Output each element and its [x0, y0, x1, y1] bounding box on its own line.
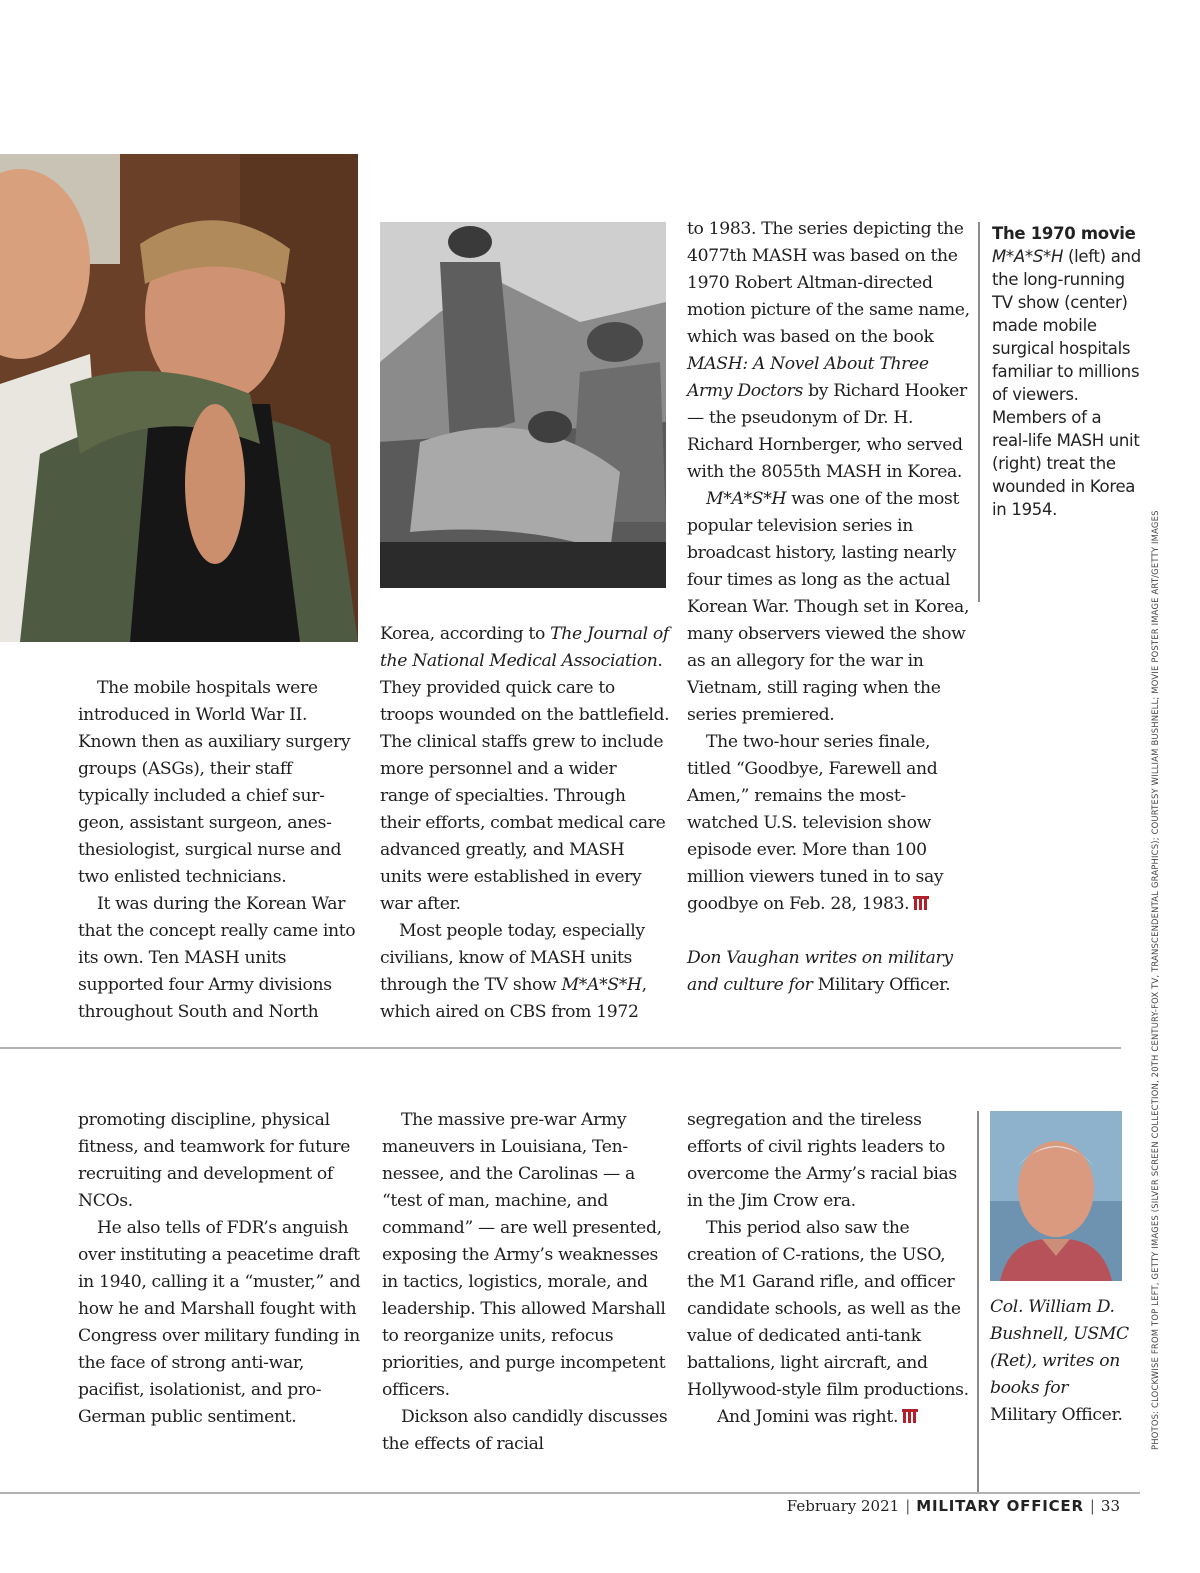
lower-column-2	[382, 1107, 670, 1458]
issue-date: February 2021	[786, 1497, 900, 1515]
paragraph: The two-hour series finale, titled “Goodbye, Farewell and Amen,” remains the most-watched U.S. television show episode ever. More than 100 million viewers tuned in to say goodbye on Feb. 28, 1983.	[687, 732, 944, 914]
photo-credits: PHOTOS: CLOCKWISE FROM TOP LEFT, GETTY IMAGES (SILVER SCREEN COLLECTION, 20TH CENTURY-FOX TV, TRANSCENDENTAL GRAPHICS); COURTESY WILLIAM BUSHNELL; MOVIE POSTER IMAGE ART/GETTY IMAGES	[1150, 510, 1160, 1450]
end-mark-icon	[913, 896, 931, 910]
paragraph: And Jomini was right.	[687, 1404, 972, 1431]
paragraph: Most people today, especially civilians, know of MASH units through the TV show M*A*S*H, which aired on CBS from 1972	[380, 921, 647, 1022]
paragraph: promoting discipline, physical fitness, and teamwork for future recruiting and development of NCOs.	[78, 1110, 351, 1211]
lower-column-1	[78, 1107, 363, 1431]
column-divider	[977, 1111, 979, 1493]
paragraph: It was during the Korean War that the concept really came into its own. Ten MASH units supported four Army divisions throughout South and North	[78, 894, 356, 1022]
page-number: 33	[1100, 1497, 1120, 1515]
footer-separator: |	[905, 1497, 911, 1515]
upper-column-2	[380, 621, 670, 1026]
paragraph: Korea, according to The Journal of the National Medical Association. They provided quick care to troops wounded on the battlefield. The clinical staffs grew to include more personnel and a wider range of specialties. Through their efforts, combat medical care advanced greatly, and MASH units were established in every war after.	[380, 624, 670, 914]
section-divider	[0, 1047, 1121, 1049]
upper-column-1	[78, 675, 363, 1026]
page-footer	[787, 1497, 1120, 1515]
mash-unit-korea-photo	[380, 222, 666, 588]
upper-column-3	[687, 216, 972, 999]
paragraph: This period also saw the creation of C-rations, the USO, the M1 Garand rifle, and officer candidate schools, as well as the value of dedicated anti-tank battalions, light aircraft, and Hollywood-style film productions.	[687, 1218, 969, 1400]
review-byline: Col. William D. Bushnell, USMC (Ret), writes on books for Military Officer.	[990, 1297, 1129, 1425]
paragraph: The massive pre-war Army maneuvers in Louisiana, Tennessee, and the Carolinas — a “test of man, machine, and command” — are well presented, exposing the Army’s weaknesses in tactics, logistics, morale, and leadership. This allowed Marshall to reorganize units, refocus priorities, and purge incompetent officers.	[382, 1110, 666, 1400]
lower-column-3	[687, 1107, 972, 1431]
paragraph: He also tells of FDR’s anguish over instituting a peacetime draft in 1940, calling it a “muster,” and how he and Marshall fought with Congress over military funding in the face of strong anti-war, pacifist, isolationist, and pro-German public sentiment.	[78, 1218, 361, 1427]
footer-separator: |	[1089, 1497, 1095, 1515]
end-mark-icon	[902, 1409, 920, 1423]
paragraph: The mobile hospitals were introduced in World War II. Known then as auxiliary surgery groups (ASGs), their staff typically included a chief surgeon, assistant surgeon, anesthesiologist, surgical nurse and two enlisted technicians.	[78, 678, 351, 887]
paragraph: segregation and the tireless efforts of civil rights leaders to overcome the Army’s racial bias in the Jim Crow era.	[687, 1110, 957, 1211]
magazine-name: MILITARY OFFICER	[916, 1497, 1084, 1515]
photo-caption: The 1970 movie M*A*S*H (left) and the long-running TV show (center) made mobile surgical hospitals familiar to millions of viewers. Members of a real-life MASH unit (right) treat the wounded in Korea in 1954.	[978, 222, 1142, 602]
paragraph: M*A*S*H was one of the most popular television series in broadcast history, lasting nearly four times as long as the actual Korean War. Though set in Korea, many observers viewed the show as an allegory for the war in Vietnam, still raging when the series premiered.	[687, 489, 970, 725]
tv-show-cast-photo	[0, 154, 358, 642]
paragraph: Dickson also candidly discusses the effects of racial	[382, 1407, 668, 1454]
footer-divider	[0, 1492, 1140, 1494]
author-headshot-photo	[990, 1111, 1122, 1281]
article-byline: Don Vaughan writes on military and culture for Military Officer.	[687, 948, 953, 995]
paragraph: to 1983. The series depicting the 4077th MASH was based on the 1970 Robert Altman-directed motion picture of the same name, which was based on the book MASH: A Novel About Three Army Doctors by Richard Hooker — the pseudonym of Dr. H. Richard Hornberger, who served with the 8055th MASH in Korea.	[687, 219, 970, 482]
